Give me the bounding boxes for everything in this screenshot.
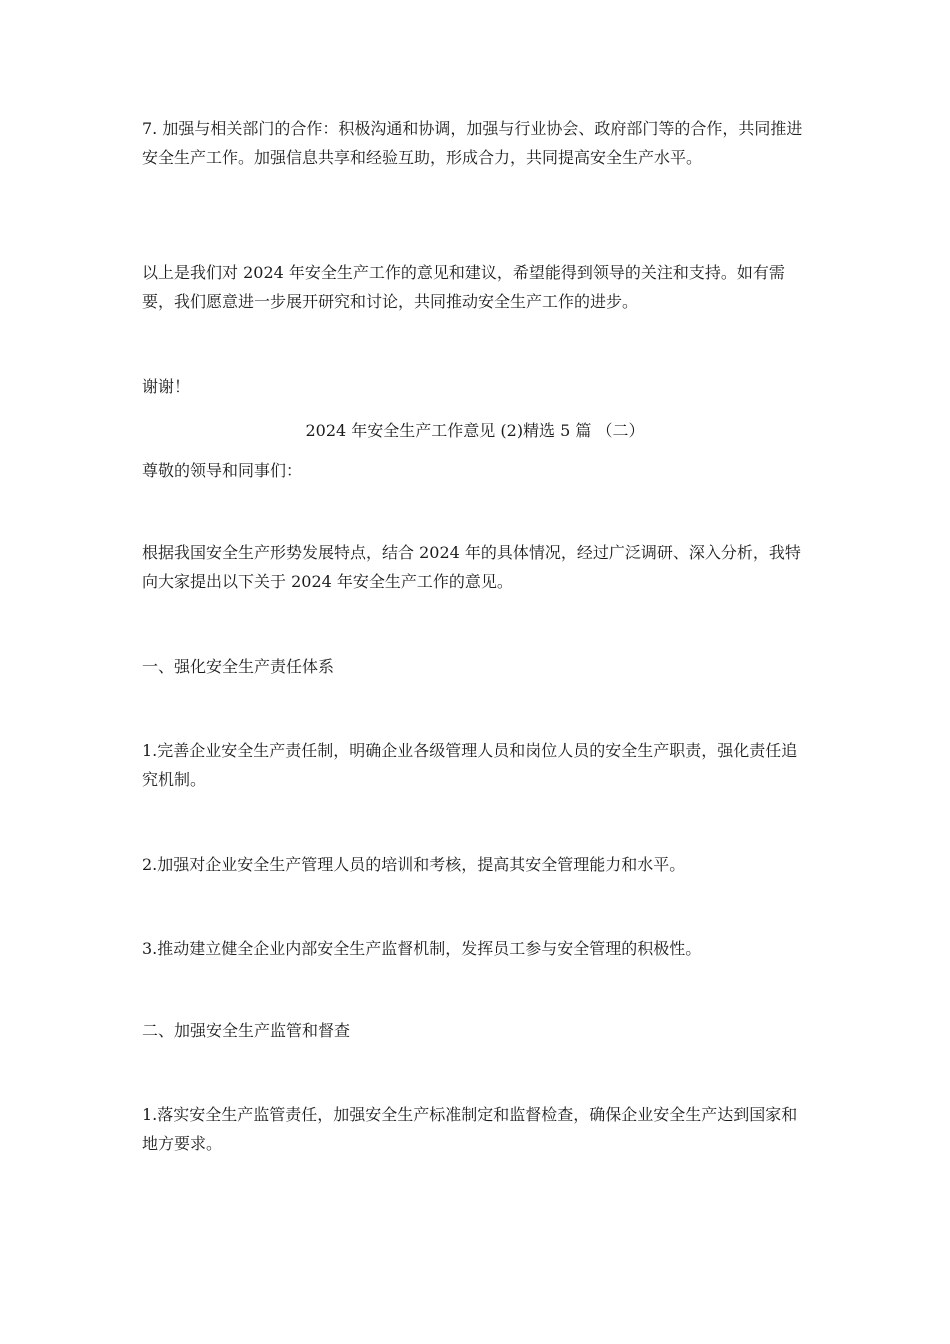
heading-responsibility: 一、强化安全生产责任体系 <box>142 657 335 676</box>
list-item-1-3: 3.推动建立健全企业内部安全生产监督机制，发挥员工参与安全管理的积极性。 <box>142 939 702 958</box>
list-item-2-1: 1.落实安全生产监管责任，加强安全生产标准制定和监督检查，确保企业安全生产达到国家和地方要求。 <box>142 1105 798 1153</box>
paragraph-cooperation: 7. 加强与相关部门的合作：积极沟通和协调，加强与行业协会、政府部门等的合作，共同推进安全生产工作。加强信息共享和经验互助，形成合力，共同提高安全生产水平。 <box>142 119 803 167</box>
section-title: 2024 年安全生产工作意见 (2)精选 5 篇 （二） <box>305 421 645 440</box>
list-item-1-1: 1.完善企业安全生产责任制，明确企业各级管理人员和岗位人员的安全生产职责，强化责任追究机制。 <box>142 741 798 789</box>
paragraph-intro: 根据我国安全生产形势发展特点，结合 2024 年的具体情况，经过广泛调研、深入分析，我特向大家提出以下关于 2024 年安全生产工作的意见。 <box>142 543 801 591</box>
list-item-1-2: 2.加强对企业安全生产管理人员的培训和考核，提高其安全管理能力和水平。 <box>142 855 686 874</box>
paragraph-conclusion: 以上是我们对 2024 年安全生产工作的意见和建议，希望能得到领导的关注和支持。如有需要，我们愿意进一步展开研究和讨论，共同推动安全生产工作的进步。 <box>142 263 785 311</box>
heading-supervision: 二、加强安全生产监管和督查 <box>142 1021 351 1040</box>
paragraph-greeting: 尊敬的领导和同事们： <box>142 461 303 480</box>
paragraph-thanks: 谢谢！ <box>142 377 191 396</box>
